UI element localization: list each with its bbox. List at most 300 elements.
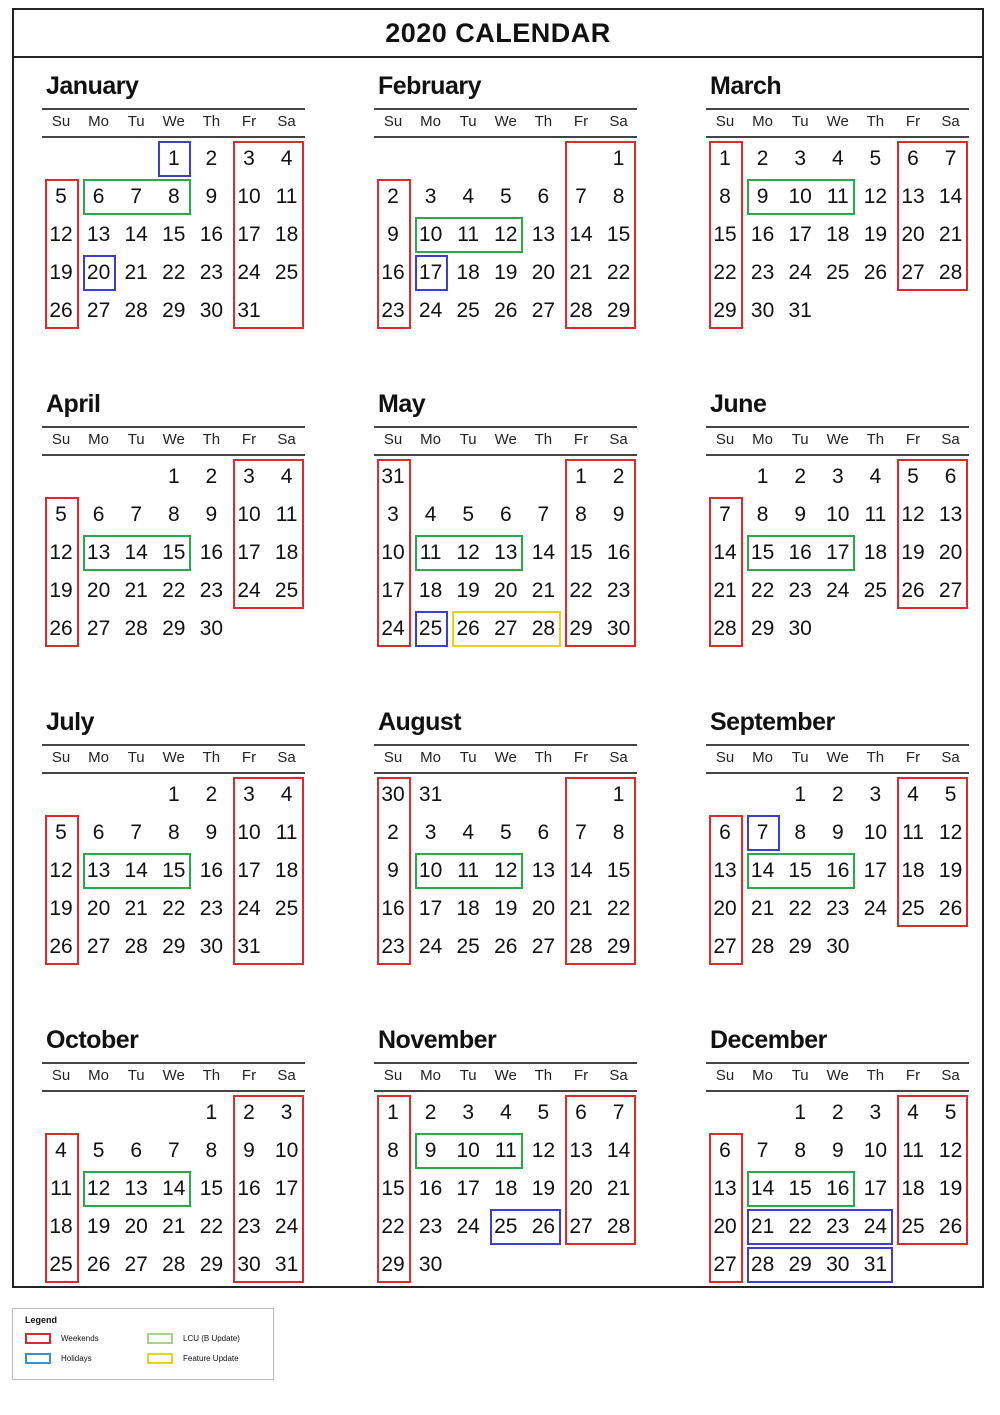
- day-cell: 26: [49, 299, 73, 322]
- day-cell: 7: [130, 821, 143, 844]
- day-cell: 9: [205, 185, 218, 208]
- weekday-header: Fr: [241, 431, 257, 448]
- day-cell: 28: [606, 1215, 631, 1238]
- day-cell: 16: [199, 223, 224, 246]
- weekend-box-fri-sat: [565, 1095, 636, 1245]
- weekend-box-fri-sat: [897, 459, 968, 609]
- day-cell: 11: [902, 821, 924, 844]
- weekday-header: Th: [534, 749, 553, 766]
- day-cell: 25: [49, 1253, 73, 1276]
- weekday-header-row: [706, 744, 969, 774]
- month-name: October: [46, 1026, 139, 1054]
- day-cell: 2: [205, 147, 218, 170]
- day-cell: 21: [531, 579, 556, 602]
- day-cell: 15: [569, 541, 593, 564]
- weekend-box-fri-sat: [565, 141, 636, 329]
- month-may: [374, 390, 639, 690]
- weekday-header: Sa: [277, 749, 296, 766]
- weekend-box-sunday: [45, 179, 79, 329]
- day-cell: 25: [826, 261, 850, 284]
- day-cell: 10: [826, 503, 850, 526]
- weekday-header: Su: [383, 749, 403, 766]
- day-cell: 1: [794, 1101, 807, 1124]
- day-cell: 16: [237, 1177, 261, 1200]
- month-october: [42, 1026, 307, 1326]
- day-cell: 24: [237, 897, 261, 920]
- day-cell: 22: [381, 1215, 405, 1238]
- day-cell: 21: [606, 1177, 631, 1200]
- day-cell: 2: [243, 1101, 255, 1124]
- weekday-header-row: [706, 426, 969, 456]
- day-cell: 14: [124, 541, 148, 564]
- day-cell: 22: [199, 1215, 224, 1238]
- day-cell: 31: [237, 299, 261, 322]
- day-cell: 12: [49, 541, 73, 564]
- day-cell: 10: [863, 821, 888, 844]
- day-cell: 1: [756, 465, 769, 488]
- day-cell: 27: [569, 1215, 593, 1238]
- month-june: [706, 390, 971, 690]
- lcu-box: [747, 179, 856, 215]
- day-cell: 8: [167, 185, 180, 208]
- day-cell: 6: [92, 821, 105, 844]
- day-cell: 17: [237, 223, 261, 246]
- day-cell: 18: [418, 579, 443, 602]
- day-cell: 19: [49, 897, 73, 920]
- weekday-header: Su: [383, 113, 403, 130]
- day-cell: 21: [750, 1215, 775, 1238]
- day-cell: 8: [205, 1139, 218, 1162]
- day-cell: 5: [869, 147, 882, 170]
- weekend-box-sunday: [709, 497, 743, 647]
- day-cell: 13: [938, 503, 963, 526]
- day-cell: 30: [418, 1253, 443, 1276]
- day-cell: 11: [902, 1139, 924, 1162]
- weekday-header: Th: [534, 431, 553, 448]
- day-cell: 19: [531, 1177, 556, 1200]
- weekday-header-row: [706, 1062, 969, 1092]
- weekday-header: Tu: [127, 1067, 145, 1084]
- day-cell: 17: [788, 223, 812, 246]
- day-cell: 8: [719, 185, 731, 208]
- weekday-header: Th: [866, 1067, 885, 1084]
- lcu-box: [83, 535, 192, 571]
- weekday-header: Sa: [609, 749, 628, 766]
- day-cell: 10: [237, 185, 261, 208]
- day-cell: 8: [612, 185, 625, 208]
- weekend-box-fri-sat: [897, 141, 968, 291]
- day-cell: 12: [456, 541, 480, 564]
- day-cell: 28: [124, 299, 148, 322]
- day-cell: 6: [944, 465, 957, 488]
- day-cell: 14: [606, 1139, 631, 1162]
- day-cell: 25: [901, 1215, 925, 1238]
- day-cell: 19: [938, 1177, 963, 1200]
- day-cell: 4: [831, 147, 844, 170]
- day-cell: 8: [794, 1139, 807, 1162]
- day-cell: 14: [569, 859, 593, 882]
- weekday-header: Fr: [905, 431, 921, 448]
- day-cell: 25: [901, 897, 925, 920]
- holiday-box: [415, 611, 449, 647]
- day-cell: 5: [55, 821, 67, 844]
- day-cell: 24: [237, 579, 261, 602]
- weekend-box-sunday: [709, 1133, 743, 1283]
- day-cell: 28: [124, 617, 148, 640]
- day-cell: 25: [418, 617, 443, 640]
- weekday-header: Th: [534, 1067, 553, 1084]
- day-cell: 1: [575, 465, 587, 488]
- day-cell: 12: [494, 223, 518, 246]
- day-cell: 13: [494, 541, 518, 564]
- day-cell: 21: [569, 897, 593, 920]
- lcu-box: [83, 1171, 192, 1207]
- day-cell: 23: [199, 897, 224, 920]
- day-cell: 26: [901, 579, 925, 602]
- day-cell: 20: [494, 579, 518, 602]
- day-cell: 24: [456, 1215, 480, 1238]
- day-cell: 7: [167, 1139, 180, 1162]
- day-cell: 14: [569, 223, 593, 246]
- day-cell: 21: [713, 579, 737, 602]
- day-cell: 9: [794, 503, 807, 526]
- day-cell: 24: [381, 617, 405, 640]
- weekday-header: Tu: [127, 749, 145, 766]
- weekday-header: Th: [202, 1067, 221, 1084]
- day-cell: 27: [938, 579, 963, 602]
- day-cell: 29: [606, 935, 631, 958]
- weekday-header: Su: [383, 431, 403, 448]
- day-cell: 14: [531, 541, 556, 564]
- day-cell: 28: [713, 617, 737, 640]
- weekday-header: We: [826, 749, 849, 766]
- day-cell: 15: [381, 1177, 405, 1200]
- day-cell: 22: [788, 897, 812, 920]
- weekday-header: Sa: [277, 113, 296, 130]
- weekday-header: Sa: [277, 1067, 296, 1084]
- day-cell: 16: [381, 897, 405, 920]
- day-cell: 15: [713, 223, 737, 246]
- day-cell: 27: [713, 935, 737, 958]
- day-cell: 25: [274, 897, 299, 920]
- weekday-header: Su: [51, 113, 71, 130]
- day-cell: 21: [162, 1215, 186, 1238]
- day-cell: 5: [944, 783, 957, 806]
- weekday-header-row: [374, 426, 637, 456]
- day-cell: 31: [418, 783, 443, 806]
- weekday-header: Th: [202, 431, 221, 448]
- day-cell: 4: [907, 783, 919, 806]
- day-cell: 6: [499, 503, 512, 526]
- day-cell: 12: [49, 859, 73, 882]
- day-cell: 18: [274, 541, 299, 564]
- day-cell: 20: [938, 541, 963, 564]
- day-cell: 26: [456, 617, 480, 640]
- day-cell: 6: [719, 1139, 731, 1162]
- day-cell: 6: [92, 185, 105, 208]
- day-cell: 15: [162, 859, 186, 882]
- weekend-box-fri-sat: [897, 777, 968, 927]
- day-cell: 13: [124, 1177, 148, 1200]
- day-cell: 13: [531, 859, 556, 882]
- holiday-box: [747, 1247, 893, 1283]
- day-cell: 7: [756, 1139, 769, 1162]
- day-cell: 26: [49, 935, 73, 958]
- holiday-box: [83, 255, 117, 291]
- weekday-header: Sa: [941, 113, 960, 130]
- day-cell: 17: [237, 541, 261, 564]
- day-cell: 20: [531, 897, 556, 920]
- weekday-header: Mo: [752, 431, 774, 448]
- day-cell: 23: [788, 579, 812, 602]
- weekday-header: Su: [51, 431, 71, 448]
- weekend-box-fri-sat: [233, 1095, 304, 1283]
- day-cell: 10: [788, 185, 812, 208]
- weekend-box-fri-sat: [233, 141, 304, 329]
- day-cell: 26: [863, 261, 888, 284]
- day-cell: 7: [537, 503, 550, 526]
- day-cell: 12: [938, 821, 963, 844]
- day-cell: 15: [606, 223, 631, 246]
- day-cell: 30: [199, 935, 224, 958]
- day-cell: 13: [901, 185, 925, 208]
- day-cell: 20: [901, 223, 925, 246]
- day-cell: 18: [826, 223, 850, 246]
- day-cell: 9: [831, 1139, 844, 1162]
- day-cell: 6: [537, 821, 550, 844]
- weekend-box-sunday: [377, 179, 411, 329]
- day-cell: 17: [863, 859, 888, 882]
- day-cell: 17: [418, 897, 443, 920]
- weekday-header: Sa: [609, 431, 628, 448]
- day-cell: 11: [864, 503, 887, 526]
- day-cell: 6: [130, 1139, 143, 1162]
- month-july: [42, 708, 307, 1008]
- weekday-header: Tu: [127, 113, 145, 130]
- day-cell: 22: [788, 1215, 812, 1238]
- legend-swatch-feature: [147, 1353, 173, 1364]
- day-cell: 13: [86, 223, 111, 246]
- day-cell: 17: [381, 579, 405, 602]
- weekday-header: Tu: [791, 431, 809, 448]
- weekday-header: Mo: [88, 1067, 110, 1084]
- feature-update-box: [452, 611, 561, 647]
- weekday-header: Su: [383, 1067, 403, 1084]
- day-cell: 18: [494, 1177, 518, 1200]
- day-cell: 30: [750, 299, 775, 322]
- day-cell: 5: [907, 465, 919, 488]
- day-cell: 2: [831, 1101, 844, 1124]
- day-cell: 23: [826, 897, 850, 920]
- day-cell: 14: [938, 185, 963, 208]
- day-cell: 21: [124, 261, 148, 284]
- day-cell: 2: [424, 1101, 437, 1124]
- day-cell: 15: [788, 1177, 812, 1200]
- day-cell: 29: [788, 935, 812, 958]
- day-cell: 3: [243, 147, 255, 170]
- month-name: December: [710, 1026, 827, 1054]
- day-cell: 15: [788, 859, 812, 882]
- day-cell: 16: [199, 541, 224, 564]
- lcu-box: [415, 217, 524, 253]
- day-cell: 23: [237, 1215, 261, 1238]
- day-cell: 20: [124, 1215, 148, 1238]
- weekday-header: Sa: [941, 749, 960, 766]
- day-cell: 12: [494, 859, 518, 882]
- day-cell: 7: [130, 185, 143, 208]
- day-cell: 23: [199, 261, 224, 284]
- day-cell: 19: [86, 1215, 111, 1238]
- day-cell: 20: [531, 261, 556, 284]
- day-cell: 4: [907, 1101, 919, 1124]
- day-cell: 5: [499, 821, 512, 844]
- legend-label-holidays: Holidays: [61, 1354, 92, 1363]
- weekday-header: We: [162, 431, 185, 448]
- legend-swatch-weekends: [25, 1333, 51, 1344]
- day-cell: 9: [243, 1139, 255, 1162]
- weekday-header: Fr: [573, 431, 589, 448]
- day-cell: 18: [456, 261, 480, 284]
- day-cell: 18: [901, 859, 925, 882]
- day-cell: 9: [387, 859, 399, 882]
- legend-swatch-holidays: [25, 1353, 51, 1364]
- day-cell: 22: [606, 897, 631, 920]
- weekday-header: Mo: [752, 749, 774, 766]
- day-cell: 25: [494, 1215, 518, 1238]
- day-cell: 15: [162, 223, 186, 246]
- day-cell: 1: [719, 147, 731, 170]
- day-cell: 3: [869, 1101, 882, 1124]
- weekday-header: We: [826, 431, 849, 448]
- day-cell: 9: [424, 1139, 437, 1162]
- day-cell: 6: [907, 147, 919, 170]
- day-cell: 10: [274, 1139, 299, 1162]
- month-december: [706, 1026, 971, 1326]
- weekday-header-row: [42, 108, 305, 138]
- day-cell: 11: [419, 541, 442, 564]
- day-cell: 4: [462, 821, 475, 844]
- holiday-box: [415, 255, 449, 291]
- day-cell: 29: [713, 299, 737, 322]
- day-cell: 27: [713, 1253, 737, 1276]
- day-cell: 29: [750, 617, 775, 640]
- weekend-box-fri-sat: [233, 777, 304, 965]
- day-cell: 20: [713, 1215, 737, 1238]
- day-cell: 4: [424, 503, 437, 526]
- day-cell: 2: [756, 147, 769, 170]
- day-cell: 3: [243, 465, 255, 488]
- weekend-box-sunday: [45, 815, 79, 965]
- weekday-header-row: [42, 426, 305, 456]
- month-name: July: [46, 708, 95, 736]
- day-cell: 1: [205, 1101, 218, 1124]
- weekday-header: Fr: [573, 1067, 589, 1084]
- day-cell: 12: [531, 1139, 556, 1162]
- legend: [12, 1308, 274, 1380]
- day-cell: 21: [124, 579, 148, 602]
- day-cell: 10: [418, 223, 443, 246]
- weekday-header: Fr: [241, 1067, 257, 1084]
- day-cell: 24: [418, 935, 443, 958]
- day-cell: 1: [612, 783, 625, 806]
- weekend-box-fri-sat: [565, 459, 636, 647]
- day-cell: 14: [713, 541, 737, 564]
- day-cell: 7: [575, 185, 587, 208]
- weekday-header: We: [162, 1067, 185, 1084]
- day-cell: 31: [381, 465, 405, 488]
- day-cell: 5: [55, 185, 67, 208]
- weekday-header: Mo: [752, 113, 774, 130]
- day-cell: 11: [275, 503, 298, 526]
- day-cell: 24: [863, 1215, 888, 1238]
- month-february: [374, 72, 639, 372]
- day-cell: 2: [205, 783, 218, 806]
- weekday-header: Sa: [609, 113, 628, 130]
- holiday-box: [490, 1209, 561, 1245]
- weekend-box-sunday: [709, 815, 743, 965]
- day-cell: 2: [205, 465, 218, 488]
- day-cell: 25: [456, 299, 480, 322]
- weekday-header: Sa: [609, 1067, 628, 1084]
- day-cell: 30: [826, 935, 850, 958]
- day-cell: 31: [863, 1253, 888, 1276]
- month-name: May: [378, 390, 426, 418]
- day-cell: 23: [418, 1215, 443, 1238]
- day-cell: 26: [86, 1253, 111, 1276]
- day-cell: 23: [750, 261, 775, 284]
- day-cell: 27: [86, 617, 111, 640]
- day-cell: 19: [494, 897, 518, 920]
- day-cell: 10: [237, 821, 261, 844]
- day-cell: 18: [901, 1177, 925, 1200]
- day-cell: 3: [424, 185, 437, 208]
- weekday-header: We: [162, 749, 185, 766]
- lcu-box: [83, 853, 192, 889]
- day-cell: 19: [863, 223, 888, 246]
- day-cell: 29: [569, 617, 593, 640]
- weekday-header: Su: [715, 431, 735, 448]
- day-cell: 7: [575, 821, 587, 844]
- day-cell: 18: [456, 897, 480, 920]
- day-cell: 14: [124, 223, 148, 246]
- weekday-header: Sa: [277, 431, 296, 448]
- day-cell: 15: [606, 859, 631, 882]
- day-cell: 14: [162, 1177, 186, 1200]
- day-cell: 2: [831, 783, 844, 806]
- day-cell: 28: [569, 935, 593, 958]
- weekday-header: Fr: [573, 749, 589, 766]
- lcu-box: [83, 179, 192, 215]
- weekday-header: Mo: [88, 113, 110, 130]
- day-cell: 15: [162, 541, 186, 564]
- day-cell: 18: [274, 223, 299, 246]
- weekday-header: Tu: [127, 431, 145, 448]
- legend-title: Legend: [25, 1315, 58, 1325]
- day-cell: 19: [49, 579, 73, 602]
- day-cell: 30: [199, 617, 224, 640]
- month-name: September: [710, 708, 835, 736]
- day-cell: 1: [387, 1101, 399, 1124]
- day-cell: 22: [713, 261, 737, 284]
- day-cell: 10: [863, 1139, 888, 1162]
- weekday-header: We: [826, 1067, 849, 1084]
- day-cell: 29: [199, 1253, 224, 1276]
- weekday-header: Mo: [88, 431, 110, 448]
- day-cell: 20: [86, 579, 111, 602]
- day-cell: 23: [381, 299, 405, 322]
- day-cell: 25: [274, 579, 299, 602]
- lcu-box: [415, 1133, 524, 1169]
